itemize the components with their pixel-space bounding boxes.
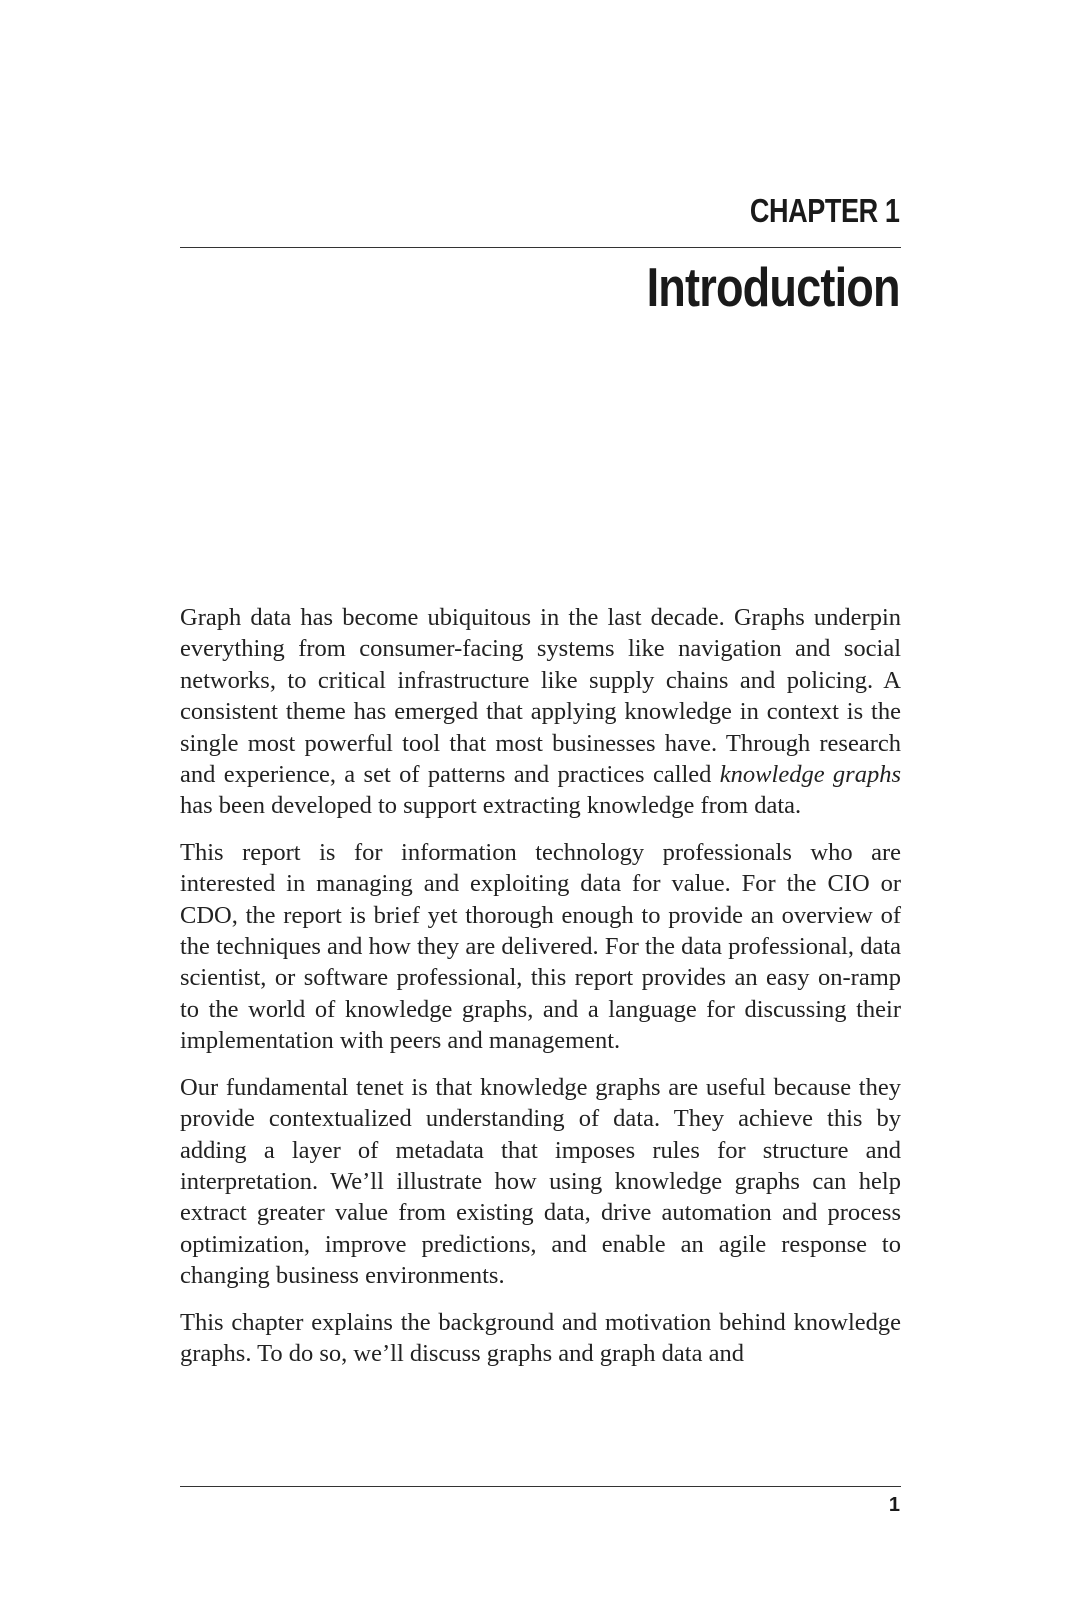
paragraph-2: This report is for information technology professionals who are interested in managing and exploiting data for value. For the CIO or CDO, the report is brief yet thorough enough to provide an overview of the techniques and how they are delivered. For the data professional, data scientist, or software professional, this report provides an easy on-ramp to the world of knowledge graphs, and a language for discussing their implementation with peers and management. bbox=[180, 838, 901, 1055]
paragraph-1-text-before: Graph data has become ubiquitous in the last decade. Graphs underpin everything from consumer-facing systems like navigation and social networks, to critical infrastructure like supply chains and policing. A consistent theme has emerged that applying knowledge in context is the single most powerful tool that most businesses have. Through research and experience, a set of patterns and practices called bbox=[180, 604, 901, 789]
footer-rule bbox=[180, 1486, 901, 1487]
chapter-title: Introduction bbox=[646, 256, 900, 318]
chapter-rule bbox=[180, 247, 901, 248]
chapter-label: CHAPTER 1 bbox=[750, 192, 900, 229]
paragraph-1 bbox=[180, 602, 901, 822]
paragraph-3: Our fundamental tenet is that knowledge graphs are useful because they provide contextualized understanding of data. They achieve this by adding a layer of metadata that imposes rules for structure and interpretation. We’ll illustrate how using knowledge graphs can help extract greater value from existing data, drive automation and process optimization, improve predictions, and enable an agile response to changing business environments. bbox=[180, 1073, 901, 1290]
paragraph-1-emphasis: knowledge graphs bbox=[719, 761, 901, 789]
paragraph-1-text-after: has been developed to support extracting knowledge from data. bbox=[180, 792, 802, 820]
page-number: 1 bbox=[888, 1494, 900, 1516]
paragraph-4: This chapter explains the background and motivation behind knowledge graphs. To do so, we’ll discuss graphs and graph data and bbox=[180, 1308, 901, 1367]
body-text bbox=[180, 602, 901, 1384]
